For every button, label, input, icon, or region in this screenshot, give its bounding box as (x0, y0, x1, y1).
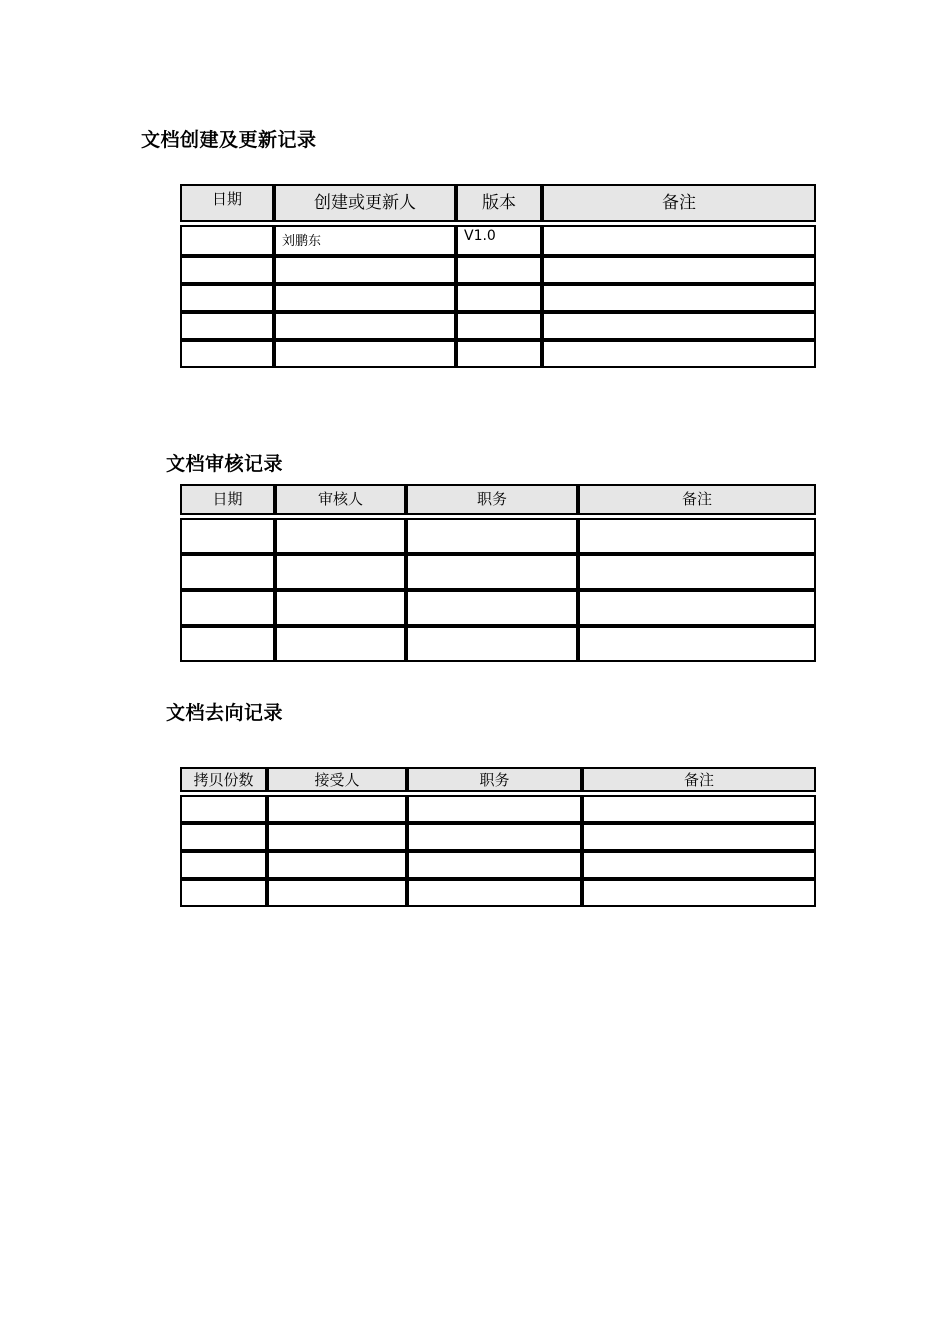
table-row (180, 225, 816, 256)
header-notes: 备注 (578, 484, 816, 515)
cell-date (180, 256, 274, 284)
cell-notes (578, 590, 816, 626)
cell-recipient (267, 823, 407, 851)
table-row (180, 518, 816, 554)
cell-notes (578, 518, 816, 554)
header-version: 版本 (456, 184, 542, 222)
cell-position (406, 554, 578, 590)
table-row (180, 340, 816, 368)
table-row (180, 284, 816, 312)
cell-reviewer (275, 590, 406, 626)
table-row (180, 626, 816, 662)
cell-version (456, 312, 542, 340)
cell-reviewer (275, 626, 406, 662)
cell-notes (582, 879, 816, 907)
cell-reviewer (275, 518, 406, 554)
cell-position (407, 823, 582, 851)
cell-copies (180, 795, 267, 823)
cell-date (180, 590, 275, 626)
table-row (180, 879, 816, 907)
header-reviewer: 审核人 (275, 484, 406, 515)
cell-copies (180, 879, 267, 907)
cell-notes (542, 312, 816, 340)
cell-version: V1.0 (456, 225, 542, 256)
table-row (180, 312, 816, 340)
header-position: 职务 (406, 484, 578, 515)
cell-author (274, 284, 456, 312)
cell-author: 刘鹏东 (274, 225, 456, 256)
cell-date (180, 518, 275, 554)
distribution-record-title: 文档去向记录 (166, 702, 284, 724)
table-row (180, 795, 816, 823)
cell-reviewer (275, 554, 406, 590)
header-notes: 备注 (582, 767, 816, 792)
review-record-table (180, 484, 816, 662)
header-author: 创建或更新人 (274, 184, 456, 222)
table-row (180, 851, 816, 879)
cell-notes (582, 795, 816, 823)
table-header-row (180, 767, 816, 792)
header-position: 职务 (407, 767, 582, 792)
cell-notes (542, 340, 816, 368)
cell-recipient (267, 851, 407, 879)
cell-copies (180, 823, 267, 851)
cell-position (406, 626, 578, 662)
cell-position (406, 518, 578, 554)
table-row (180, 256, 816, 284)
creation-record-table (180, 184, 816, 368)
creation-record-title: 文档创建及更新记录 (141, 129, 317, 151)
cell-version (456, 284, 542, 312)
header-recipient: 接受人 (267, 767, 407, 792)
cell-notes (578, 626, 816, 662)
cell-notes (582, 851, 816, 879)
cell-version (456, 340, 542, 368)
cell-notes (582, 823, 816, 851)
cell-date (180, 554, 275, 590)
cell-author (274, 340, 456, 368)
table-header-row (180, 484, 816, 515)
cell-date (180, 340, 274, 368)
cell-date (180, 626, 275, 662)
cell-copies (180, 851, 267, 879)
cell-author (274, 312, 456, 340)
header-date: 日期 (180, 184, 274, 222)
header-notes: 备注 (542, 184, 816, 222)
cell-version (456, 256, 542, 284)
distribution-record-table (180, 767, 816, 907)
cell-recipient (267, 795, 407, 823)
cell-notes (542, 256, 816, 284)
review-record-title: 文档审核记录 (166, 453, 284, 475)
cell-date (180, 284, 274, 312)
cell-recipient (267, 879, 407, 907)
table-row (180, 590, 816, 626)
table-row (180, 554, 816, 590)
cell-position (407, 851, 582, 879)
header-date: 日期 (180, 484, 275, 515)
cell-notes (578, 554, 816, 590)
header-copies: 拷贝份数 (180, 767, 267, 792)
cell-date (180, 225, 274, 256)
table-header-row (180, 184, 816, 222)
cell-notes (542, 284, 816, 312)
cell-author (274, 256, 456, 284)
cell-date (180, 312, 274, 340)
cell-position (406, 590, 578, 626)
table-row (180, 823, 816, 851)
cell-position (407, 879, 582, 907)
cell-notes (542, 225, 816, 256)
cell-position (407, 795, 582, 823)
